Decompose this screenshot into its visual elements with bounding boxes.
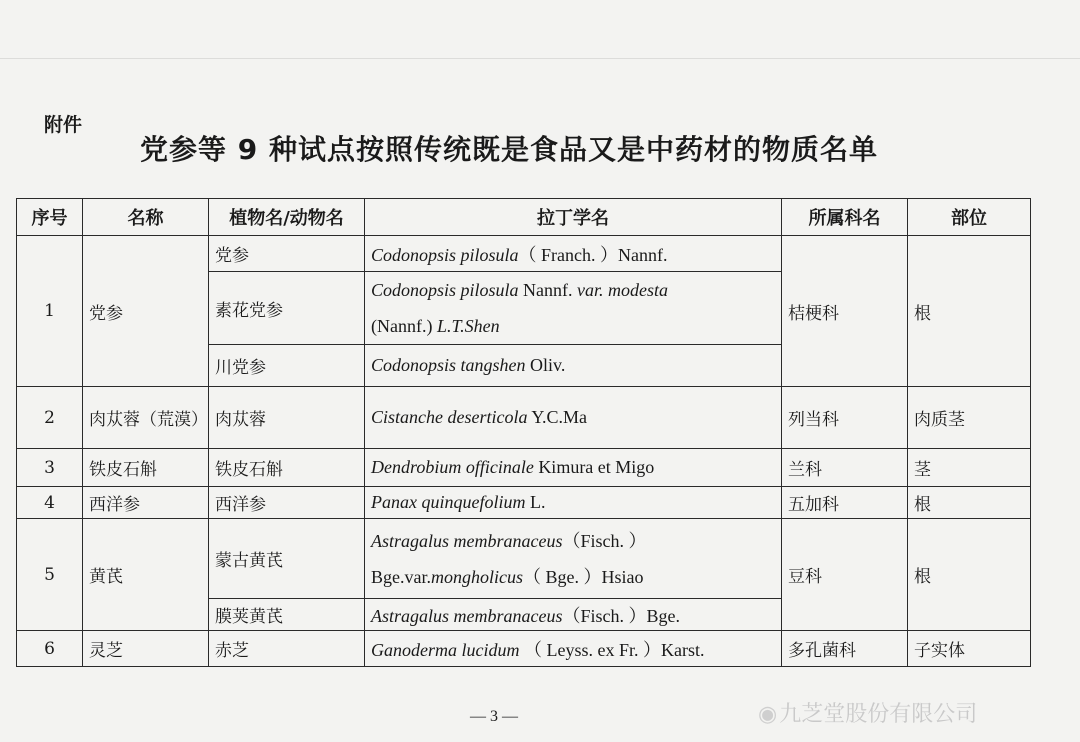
row-plant: 赤芝	[209, 631, 365, 667]
row-no: 4	[17, 487, 83, 519]
row-latin	[365, 236, 782, 272]
page-number: — 3 —	[470, 708, 518, 725]
attachment-label: 附件	[44, 114, 83, 136]
latin-author: （ Bge. ）Hsiao	[523, 566, 644, 587]
row-no: 6	[17, 631, 83, 667]
row-part: 肉质茎	[908, 387, 1031, 449]
latin-genus: Codonopsis pilosula	[371, 244, 519, 265]
latin-author: Kimura et Migo	[533, 457, 655, 477]
row-name: 铁皮石斛	[83, 449, 209, 487]
row-latin	[365, 272, 782, 345]
header-latin: 拉丁学名	[365, 199, 782, 236]
row-no: 3	[17, 449, 83, 487]
row-family: 多孔菌科	[782, 631, 908, 667]
latin-genus: Cistanche deserticola	[371, 407, 528, 427]
header-name: 名称	[83, 199, 209, 236]
row-part: 茎	[908, 449, 1031, 487]
latin-author: （Fisch. ）Bge.	[562, 605, 681, 626]
row-part: 根	[908, 519, 1031, 631]
latin-author: Bge.var.	[371, 566, 431, 587]
row-plant: 川党参	[209, 345, 365, 387]
row-plant: 素花党参	[209, 272, 365, 345]
latin-author-italic: L.T.Shen	[436, 316, 500, 336]
substance-table	[16, 198, 1031, 667]
latin-genus: Ganoderma lucidum	[371, 639, 520, 660]
row-no: 1	[17, 236, 83, 387]
row-latin	[365, 487, 782, 519]
row-family: 五加科	[782, 487, 908, 519]
latin-author: (Nannf.)	[371, 316, 437, 336]
latin-author: Y.C.Ma	[527, 407, 587, 427]
latin-genus: Astragalus membranaceus	[371, 530, 563, 551]
latin-author: L.	[525, 492, 546, 512]
row-family: 豆科	[782, 519, 908, 631]
row-no: 2	[17, 387, 83, 449]
row-plant: 铁皮石斛	[209, 449, 365, 487]
table-row	[17, 487, 1031, 519]
latin-genus: Panax quinquefolium	[371, 492, 526, 512]
table-row	[17, 387, 1031, 449]
row-plant: 西洋参	[209, 487, 365, 519]
watermark	[758, 697, 977, 728]
row-family: 列当科	[782, 387, 908, 449]
document-title: 党参等 9 种试点按照传统既是食品又是中药材的物质名单	[140, 133, 878, 166]
table-row	[17, 519, 1031, 599]
row-part: 子实体	[908, 631, 1031, 667]
row-family: 兰科	[782, 449, 908, 487]
table-row	[17, 631, 1031, 667]
row-latin	[365, 599, 782, 631]
row-name: 党参	[83, 236, 209, 387]
latin-genus: Dendrobium officinale	[371, 457, 534, 477]
latin-author: Oliv.	[525, 355, 566, 375]
latin-genus: Astragalus membranaceus	[371, 605, 563, 626]
header-plant: 植物名/动物名	[209, 199, 365, 236]
latin-author: （ Franch. ）Nannf.	[518, 244, 668, 265]
row-plant: 蒙古黄芪	[209, 519, 365, 599]
row-latin	[365, 345, 782, 387]
weibo-icon: ◉	[758, 702, 778, 727]
row-plant: 肉苁蓉	[209, 387, 365, 449]
header-family: 所属科名	[782, 199, 908, 236]
header-no: 序号	[17, 199, 83, 236]
latin-genus: Codonopsis pilosula	[371, 280, 519, 300]
row-plant: 党参	[209, 236, 365, 272]
row-part: 根	[908, 487, 1031, 519]
top-divider	[0, 58, 1080, 59]
row-name: 黄芪	[83, 519, 209, 631]
row-family: 桔梗科	[782, 236, 908, 387]
watermark-text: 九芝堂股份有限公司	[779, 702, 978, 727]
row-latin	[365, 631, 782, 667]
row-name: 肉苁蓉（荒漠）	[83, 387, 209, 449]
row-latin	[365, 519, 782, 599]
row-name: 西洋参	[83, 487, 209, 519]
row-part: 根	[908, 236, 1031, 387]
row-latin	[365, 449, 782, 487]
latin-variety: var. modesta	[577, 280, 669, 300]
latin-author: （ Leyss. ex Fr. ）Karst.	[519, 639, 705, 660]
header-part: 部位	[908, 199, 1031, 236]
table-row	[17, 236, 1031, 272]
row-no: 5	[17, 519, 83, 631]
latin-author: Nannf.	[518, 280, 578, 300]
table-row	[17, 449, 1031, 487]
row-latin	[365, 387, 782, 449]
latin-variety: mongholicus	[431, 566, 523, 587]
latin-genus: Codonopsis tangshen	[371, 355, 526, 375]
latin-author: （Fisch. ）	[562, 530, 647, 551]
row-plant: 膜荚黄芪	[209, 599, 365, 631]
row-name: 灵芝	[83, 631, 209, 667]
table-header-row	[17, 199, 1031, 236]
